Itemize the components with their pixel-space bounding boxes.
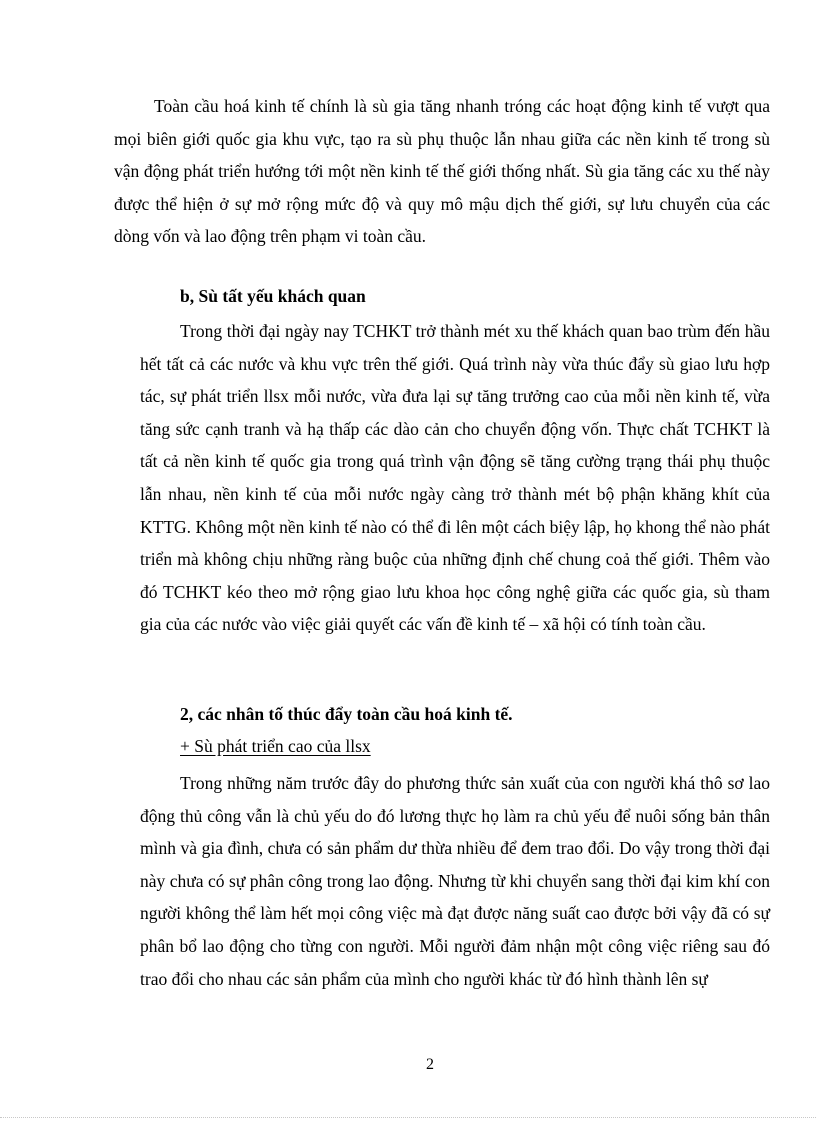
section-heading-objective-necessity: b, Sù tất yếu khách quan bbox=[180, 286, 366, 306]
section-heading-driving-factors: 2, các nhân tố thúc đẩy toàn cầu hoá kinh tế. bbox=[180, 704, 513, 724]
paragraph-production-forces: Trong những năm trước đây do phương thức sản xuất của con người khá thô sơ lao động thủ công vẫn là chủ yếu do đó lương thực họ làm ra chủ yếu để nuôi sống bản thân mình và gia đình, chưa có sản phẩm dư thừa nhiều để đem trao đổi. Do vậy trong thời đại này chưa có sự phân công trong lao động. Nhưng từ khi chuyển sang thời đại kim khí con người không thể làm hết mọi công việc mà đạt được năng suất cao được bởi vậy đã có sự phân bổ lao động cho từng con người. Mỗi người đảm nhận một công việc riêng sau đó trao đổi cho nhau các sản phẩm của mình cho người khác từ đó hình thành lên sự bbox=[140, 773, 770, 989]
page-bottom-border bbox=[0, 1117, 816, 1118]
paragraph-objective-necessity: Trong thời đại ngày nay TCHKT trở thành mét xu thế khách quan bao trùm đến hầu hết tất cả các nước và khu vực trên thế giới. Quá trình này vừa thúc đẩy sù giao lưu hợp tác, sự phát triển llsx mỗi nước, vừa đưa lại sự tăng trưởng cao của mỗi nền kinh tế, vừa tăng sức cạnh tranh và hạ thấp các dào cản cho chuyển động vốn. Thực chất TCHKT là tất cả nền kinh tế quốc gia trong quá trình vận động sẽ tăng cường trạng thái phụ thuộc lẫn nhau, nền kinh tế của mỗi nước ngày càng trở thành mét bộ phận khăng khít của KTTG. Không một nền kinh tế nào có thể đi lên một cách biệy lập, họ khong thể nào phát triển mà không chịu những ràng buộc của những định chế chung coả thế giới. Thêm vào đó TCHKT kéo theo mở rộng giao lưu khoa học công nghệ giữa các quốc gia, sù tham gia của các nước vào việc giải quyết các vấn đề kinh tế – xã hội có tính toàn cầu. bbox=[140, 321, 770, 635]
paragraph-globalization-definition: Toàn cầu hoá kinh tế chính là sù gia tăng nhanh tróng các hoạt động kinh tế vượt qua mọi biên giới quốc gia khu vực, tạo ra sù phụ thuộc lẫn nhau giữa các nền kinh tế trong sù vận động phát triển hướng tới một nền kinh tế thế giới thống nhất. Sù gia tăng các xu thế này được thể hiện ở sự mở rộng mức độ và quy mô mậu dịch thế giới, sự lưu chuyển của các dòng vốn và lao động trên phạm vi toàn cầu. bbox=[114, 96, 770, 247]
subheading-production-forces: + Sù phát triển cao của llsx bbox=[180, 736, 371, 756]
page-number: 2 bbox=[426, 1056, 434, 1073]
